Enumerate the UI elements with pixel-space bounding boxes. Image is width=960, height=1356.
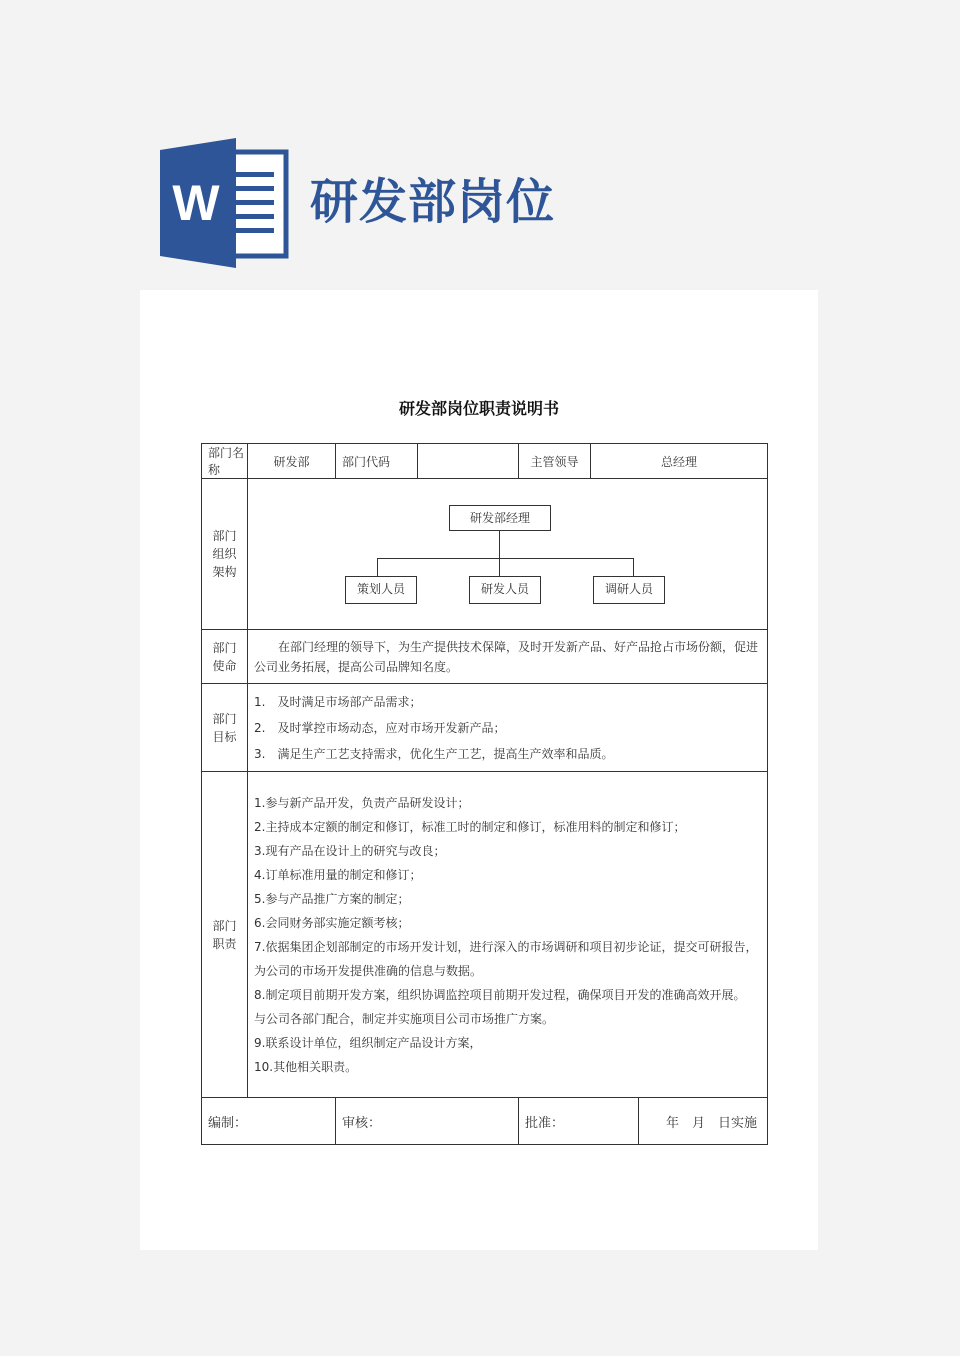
list-item: 10.其他相关职责。 [254,1059,358,1074]
job-description-table [201,443,768,1145]
list-item: 2.主持成本定额的制定和修订，标准工时的制定和修订，标准用料的制定和修订； [254,819,686,834]
duties-row [202,772,768,1098]
goals-list [248,689,767,767]
org-box-developer: 研发人员 [469,576,541,604]
list-item: 与公司各部门配合，制定并实施项目公司市场推广方案。 [254,1011,555,1026]
org-connector [377,558,633,559]
list-item: 9.联系设计单位，组织制定产品设计方案， [254,1035,482,1050]
goals-row [202,684,768,772]
duties-list [248,781,767,1089]
mission-label: 部门使命 [202,630,248,684]
list-item: 1.参与新产品开发，负责产品研发设计； [254,795,470,810]
org-box-researcher: 调研人员 [593,576,665,604]
dept-name-value: 研发部 [248,444,336,479]
duties-label: 部门职责 [202,772,248,1098]
org-box-planner: 策划人员 [345,576,417,604]
duties-cell [248,772,768,1098]
list-item: 3. 满足生产工艺支持需求，优化生产工艺，提高生产效率和品质。 [254,746,614,761]
document-page [140,290,818,1250]
list-item: 5.参与产品推广方案的制定； [254,891,410,906]
reviewed-by-label: 审核： [336,1098,519,1145]
goals-cell [248,684,768,772]
list-item: 7.依据集团企划部制定的市场开发计划，进行深入的市场调研和项目初步论证，提交可研报告， [254,939,758,954]
approved-by-label: 批准： [519,1098,639,1145]
word-doc-icon [160,138,290,268]
effective-date-label: 年 月 日实施 [639,1098,768,1145]
list-item: 为公司的市场开发提供准确的信息与数据。 [254,963,483,978]
org-connector [633,558,634,576]
document-title: 研发部岗位职责说明书 [398,399,559,418]
prepared-by-label: 编制： [202,1098,336,1145]
supervisor-value: 总经理 [591,444,768,479]
info-row [202,444,768,479]
list-item: 3.现有产品在设计上的研究与改良； [254,843,446,858]
mission-text: 在部门经理的领导下，为生产提供技术保障，及时开发新产品、好产品抢占市场份额，促进公司业务拓展，提高公司品牌知名度。 [248,630,768,684]
supervisor-label: 主管领导 [519,444,591,479]
goals-label: 部门目标 [202,684,248,772]
dept-name-label: 部门名称 [202,444,248,479]
list-item: 8.制定项目前期开发方案，组织协调监控项目前期开发过程，确保项目开发的准确高效开展。 [254,987,746,1002]
org-connector [377,558,378,576]
header-title: 研发部岗位 [310,174,556,230]
org-connector [499,558,500,576]
footer-row [202,1098,768,1145]
dept-code-value [418,444,519,479]
logo-letter: W [172,175,220,231]
org-chart [248,479,768,630]
list-item: 4.订单标准用量的制定和修订； [254,867,422,882]
org-row [202,479,768,630]
dept-code-label: 部门代码 [336,444,418,479]
list-item: 6.会同财务部实施定额考核； [254,915,410,930]
org-connector [499,530,500,558]
mission-row [202,630,768,684]
org-label: 部门组织架构 [202,479,248,630]
list-item: 2. 及时掌控市场动态，应对市场开发新产品； [254,720,506,735]
org-box-manager: 研发部经理 [449,505,551,531]
list-item: 1. 及时满足市场部产品需求； [254,694,422,709]
